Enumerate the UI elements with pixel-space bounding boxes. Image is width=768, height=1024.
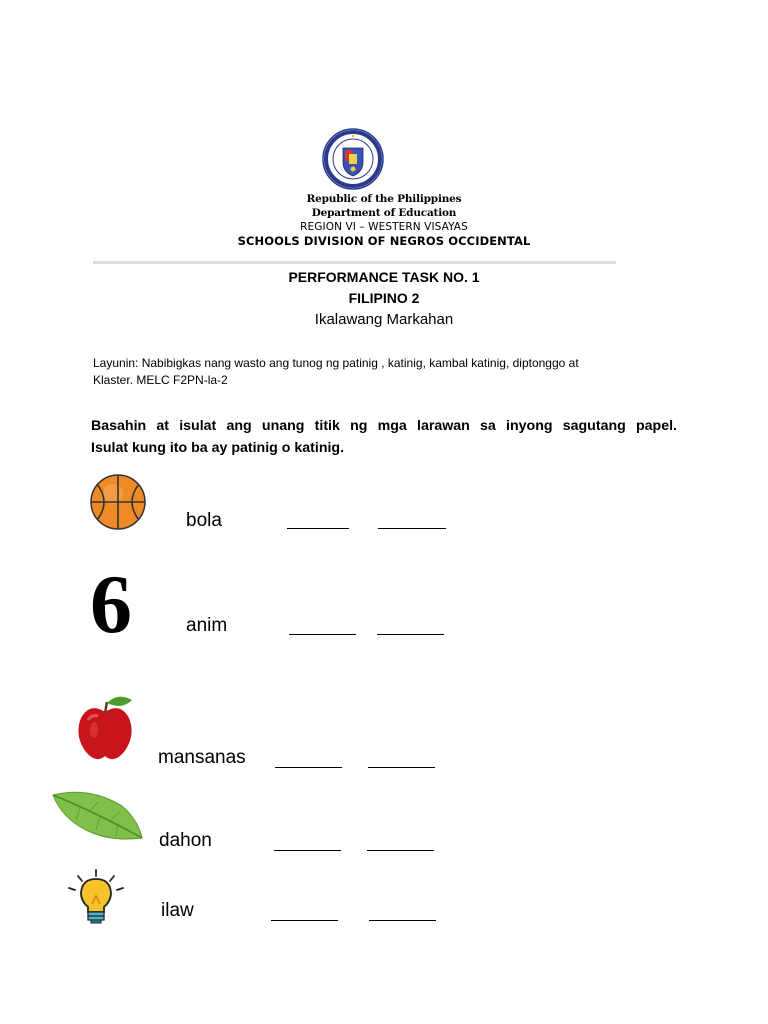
item-word-anim: anim	[186, 615, 228, 636]
answer-blank-4b[interactable]	[367, 850, 434, 851]
answer-blank-1b[interactable]	[378, 528, 446, 529]
answer-blank-5a[interactable]	[271, 920, 338, 921]
apple-icon	[74, 692, 136, 762]
answer-blank-3b[interactable]	[368, 767, 435, 768]
item-word-ilaw: ilaw	[161, 900, 194, 921]
lightbulb-icon	[64, 868, 128, 926]
item-word-bola: bola	[186, 510, 222, 531]
answer-blank-1a[interactable]	[287, 528, 349, 529]
task-title: PERFORMANCE TASK NO. 1	[288, 269, 480, 285]
header-division: SCHOOLS DIVISION OF NEGROS OCCIDENTAL	[237, 234, 531, 248]
answer-blank-3a[interactable]	[275, 767, 342, 768]
objective-line-2: Klaster. MELC F2PN-la-2	[93, 373, 228, 387]
leaf-icon	[50, 790, 145, 845]
number-six-icon: 6	[90, 558, 132, 651]
deped-seal-icon	[322, 128, 384, 190]
answer-blank-2b[interactable]	[377, 634, 444, 635]
objective-line-1: Layunin: Nabibigkas nang wasto ang tunog ng patinig , katinig, kambal katinig, diptonggo at	[93, 356, 579, 370]
basketball-icon	[89, 472, 147, 532]
quarter-title: Ikalawang Markahan	[314, 311, 454, 328]
header-region: REGION VI – WESTERN VISAYAS	[300, 221, 468, 233]
answer-blank-2a[interactable]	[289, 634, 356, 635]
header-divider	[93, 261, 616, 264]
answer-blank-5b[interactable]	[369, 920, 436, 921]
header-line-department: Department of Education	[311, 207, 457, 219]
answer-blank-4a[interactable]	[274, 850, 341, 851]
subject-title: FILIPINO 2	[348, 290, 420, 306]
item-word-dahon: dahon	[159, 830, 212, 851]
header-line-republic: Republic of the Philippines	[306, 193, 462, 205]
instruction-line-1: Basahin at isulat ang unang titik ng mga larawan sa inyong sagutang papel.	[91, 418, 677, 434]
instruction-line-2: Isulat kung ito ba ay patinig o katinig.	[91, 440, 345, 456]
instruction-text	[91, 415, 677, 459]
item-word-mansanas: mansanas	[158, 747, 246, 768]
objective-text	[93, 355, 683, 389]
